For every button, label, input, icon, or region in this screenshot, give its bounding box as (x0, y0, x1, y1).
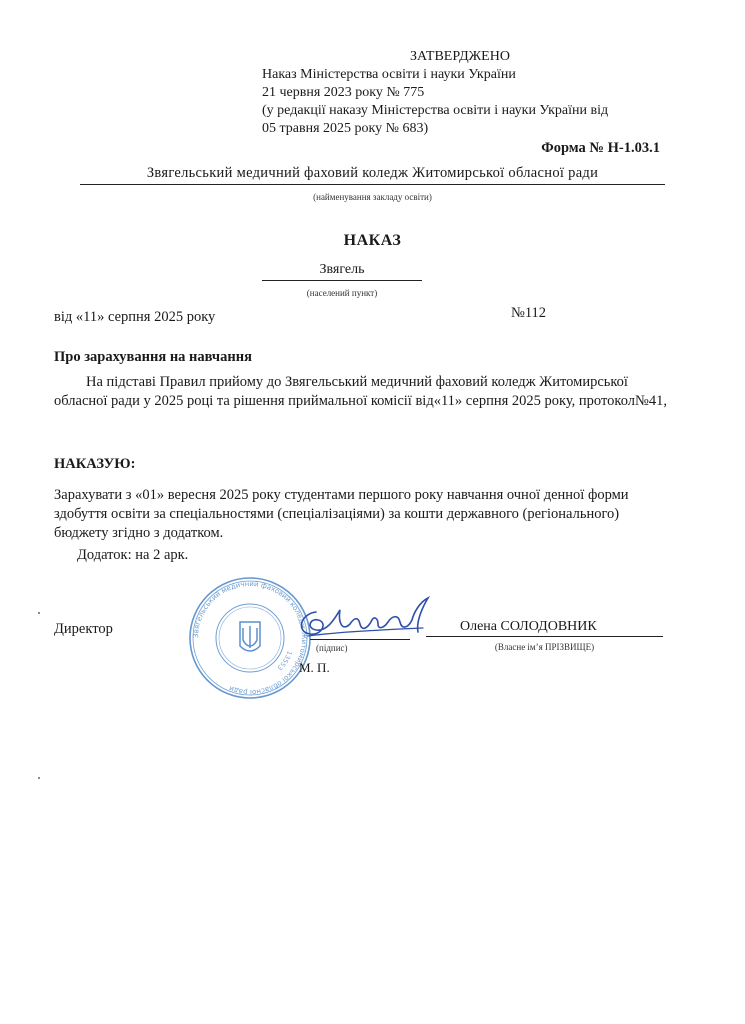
approval-block (262, 48, 608, 138)
coat-of-arms-icon (240, 622, 260, 651)
approval-line-3: (у редакції наказу Міністерства освіти і науки України від (262, 103, 609, 118)
stamp-outer-text: Звягельський медичний фаховий коледж Житомирської обласної ради (191, 579, 309, 697)
name-caption: (Власне ім’я ПРІЗВИЩЕ) (494, 642, 595, 652)
institution-name: Звягельський медичний фаховий коледж Житомирської обласної ради (80, 165, 665, 185)
scan-speck (38, 777, 40, 779)
order-date: від «11» серпня 2025 року (54, 309, 216, 325)
order-title: НАКАЗ (343, 232, 402, 249)
order-subject: Про зарахування на навчання (54, 349, 252, 365)
order-number: №112 (511, 305, 547, 321)
director-position: Директор (54, 621, 113, 637)
approval-title: ЗАТВЕРДЖЕНО (410, 49, 510, 64)
signature-caption: (підпис) (316, 643, 348, 653)
basis-text: На підставі Правил прийому до Звягельський медичний фаховий коледж Житомирської обласної ради у 2025 році та рішення приймальної комісії від«11» серпня 2025 року, протокол№41, (54, 374, 667, 409)
director-signature (288, 592, 438, 644)
name-line (426, 636, 663, 637)
basis-paragraph (54, 373, 674, 411)
nakazuyu-heading: НАКАЗУЮ: (54, 456, 136, 472)
form-number: Форма № Н-1.03.1 (541, 140, 660, 156)
seal-place-label: М. П. (299, 660, 330, 675)
decree-paragraph: Зарахувати з «01» вересня 2025 року студентами першого року навчання очної денної форми здобуття освіти за спеціальностями (спеціалізаціями) за кошти державного (регіонального) бюджету згідно з додатком. (54, 487, 629, 541)
scan-speck (38, 612, 40, 614)
stamp-code: 13553 (275, 649, 294, 672)
director-name: Олена СОЛОДОВНИК (460, 619, 597, 634)
appendix-note: Додаток: на 2 арк. (77, 547, 189, 563)
approval-line-2: 21 червня 2023 року № 775 (262, 85, 425, 100)
approval-line-4: 05 травня 2025 року № 683) (262, 121, 429, 136)
city-caption: (населений пункт) (306, 288, 378, 298)
institution-caption: (найменування закладу освіти) (313, 192, 432, 202)
city-name: Звягель (262, 262, 422, 281)
signature-line (310, 639, 410, 640)
approval-line-1: Наказ Міністерства освіти і науки України (262, 67, 516, 82)
